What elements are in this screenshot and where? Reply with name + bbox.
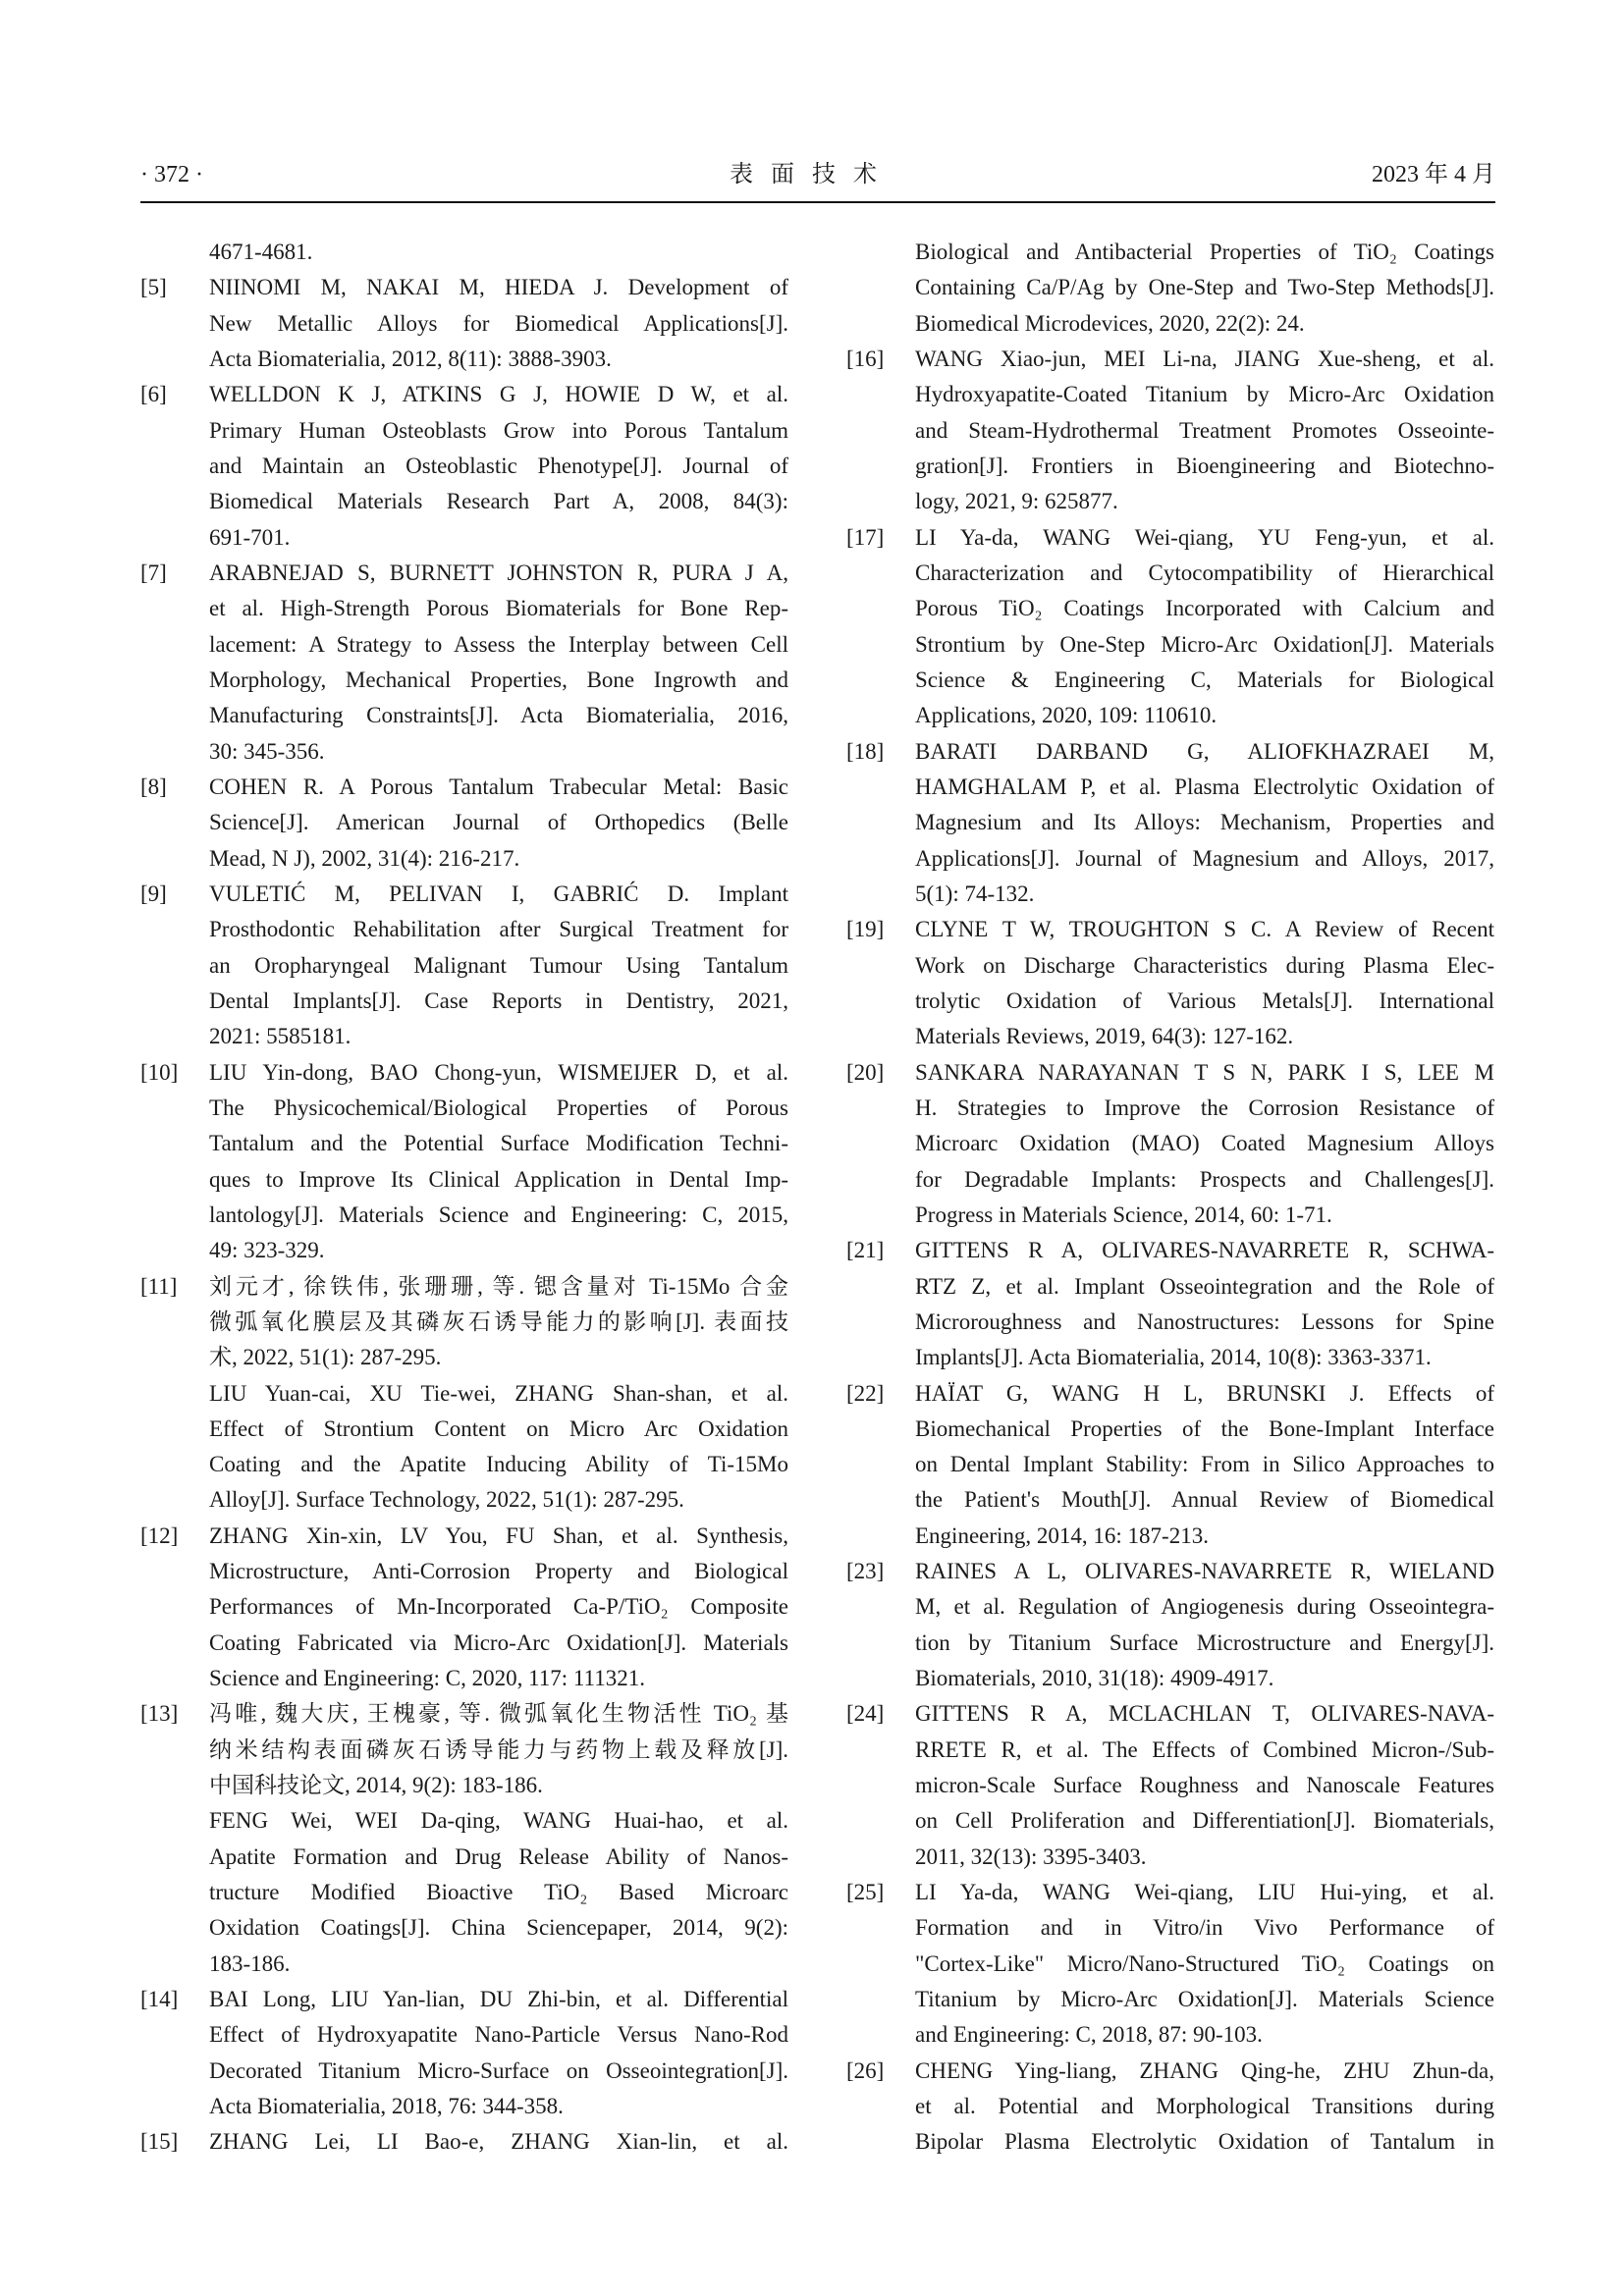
reference-continuation	[846, 235, 1563, 342]
reference-line: LI Ya-da, WANG Wei-qiang, LIU Hui-ying, et al.	[915, 1880, 1494, 1905]
reference-text	[915, 1055, 1494, 1234]
right-column-references	[846, 235, 1563, 2161]
reference-text	[915, 1696, 1494, 1875]
reference-text	[915, 734, 1494, 913]
reference-line: LI Ya-da, WANG Wei-qiang, YU Feng-yun, et al.	[915, 524, 1494, 550]
reference-line: COHEN R. A Porous Tantalum Trabecular Metal: Basic	[209, 774, 788, 799]
reference-number: [14]	[140, 1987, 179, 2012]
reference-line: for Degradable Implants: Prospects and Challenges[J].	[915, 1166, 1494, 1192]
reference-line: WANG Xiao-jun, MEI Li-na, JIANG Xue-sheng, et al.	[915, 346, 1494, 371]
reference-line: CLYNE T W, TROUGHTON S C. A Review of Recent	[915, 917, 1494, 942]
reference-line: Engineering, 2014, 16: 187-213.	[915, 1522, 1209, 1548]
reference-text	[209, 235, 788, 270]
reference-line: RTZ Z, et al. Implant Osseointegration and the Role of	[915, 1273, 1494, 1299]
reference-line: and Engineering: C, 2018, 87: 90-103.	[915, 2022, 1263, 2048]
reference-line: Biomedical Materials Research Part A, 2008, 84(3):	[209, 489, 788, 514]
reference-line: Morphology, Mechanical Properties, Bone Ingrowth and	[209, 667, 788, 692]
reference-line: tructure Modified Bioactive TiO₂ Based Microarc	[209, 1880, 788, 1905]
reference-entry	[140, 270, 857, 377]
reference-text	[209, 770, 788, 877]
reference-number: [23]	[846, 1559, 885, 1584]
reference-line: ques to Improve Its Clinical Application in Dental Imp-	[209, 1166, 788, 1192]
reference-line: 中国科技论文, 2014, 9(2): 183-186.	[209, 1773, 543, 1798]
reference-line: 冯唯, 魏大庆, 王槐豪, 等. 微弧氧化生物活性 TiO₂ 基	[209, 1701, 788, 1727]
reference-entry	[846, 912, 1563, 1054]
reference-line: an Oropharyngeal Malignant Tumour Using Tantalum	[209, 952, 788, 978]
reference-text	[915, 2054, 1494, 2161]
reference-line: The Physicochemical/Biological Properties of Porous	[209, 1095, 788, 1120]
reference-number: [11]	[140, 1273, 178, 1299]
reference-line: Containing Ca/P/Ag by One-Step and Two-Step Methods[J].	[915, 275, 1494, 300]
reference-line: Strontium by One-Step Micro-Arc Oxidation[J]. Materials	[915, 631, 1494, 657]
reference-number: [22]	[846, 1380, 885, 1406]
reference-line: NIINOMI M, NAKAI M, HIEDA J. Development of	[209, 275, 788, 300]
reference-number: [6]	[140, 382, 167, 407]
reference-line: the Patient's Mouth[J]. Annual Review of Biomedical	[915, 1487, 1494, 1513]
reference-line: Biomedical Microdevices, 2020, 22(2): 24.	[915, 310, 1305, 336]
reference-line: GITTENS R A, OLIVARES-NAVARRETE R, SCHWA-	[915, 1238, 1494, 1263]
issue-date: 2023 年 4 月	[1372, 162, 1495, 187]
reference-line: Hydroxyapatite-Coated Titanium by Micro-Arc Oxidation	[915, 382, 1494, 407]
reference-text	[209, 1269, 788, 1519]
reference-line: Science & Engineering C, Materials for Biological	[915, 667, 1494, 692]
reference-line: 691-701.	[209, 524, 291, 550]
reference-text	[209, 1519, 788, 1697]
reference-line: Applications[J]. Journal of Magnesium and Alloys, 2017,	[915, 845, 1494, 871]
reference-text	[209, 2124, 788, 2160]
reference-line: BAI Long, LIU Yan-lian, DU Zhi-bin, et al. Differential	[209, 1987, 788, 2012]
left-column-references	[140, 235, 857, 2161]
journal-title: 表面技术	[730, 162, 894, 187]
reference-line: Science[J]. American Journal of Orthopedics (Belle	[209, 810, 788, 835]
reference-entry	[140, 1982, 857, 2124]
reference-line: Effect of Hydroxyapatite Nano-Particle Versus Nano-Rod	[209, 2022, 788, 2048]
reference-line: Microstructure, Anti-Corrosion Property and Biological	[209, 1559, 788, 1584]
reference-line: 术, 2022, 51(1): 287-295.	[209, 1345, 442, 1370]
reference-text	[209, 877, 788, 1055]
reference-line: 微弧氧化膜层及其磷灰石诱导能力的影响[J]. 表面技	[209, 1308, 788, 1334]
reference-number: [12]	[140, 1522, 179, 1548]
reference-line: Performances of Mn-Incorporated Ca-P/TiO₂ Composite	[209, 1594, 788, 1620]
reference-text	[209, 270, 788, 377]
reference-continuation	[140, 235, 857, 270]
reference-text	[209, 556, 788, 770]
reference-text	[915, 520, 1494, 734]
reference-text	[209, 1696, 788, 1982]
reference-text	[915, 1875, 1494, 2054]
reference-line: RRETE R, et al. The Effects of Combined Micron-/Sub-	[915, 1736, 1494, 1762]
reference-line: ARABNEJAD S, BURNETT JOHNSTON R, PURA J A,	[209, 560, 788, 585]
reference-line: Apatite Formation and Drug Release Ability of Nanos-	[209, 1843, 788, 1869]
reference-entry	[846, 1875, 1563, 2054]
reference-entry	[140, 2124, 857, 2160]
reference-line: gration[J]. Frontiers in Bioengineering and Biotechno-	[915, 453, 1494, 478]
reference-number: [8]	[140, 774, 167, 799]
reference-entry	[846, 1055, 1563, 1234]
reference-entry	[846, 734, 1563, 913]
reference-number: [15]	[140, 2129, 179, 2155]
reference-entry	[140, 1696, 857, 1982]
reference-line: tion by Titanium Surface Microstructure and Energy[J].	[915, 1629, 1494, 1655]
reference-number: [16]	[846, 346, 885, 371]
reference-line: 183-186.	[209, 1950, 291, 1976]
reference-text	[209, 1055, 788, 1269]
reference-line: on Dental Implant Stability: From in Silico Approaches to	[915, 1452, 1494, 1477]
reference-line: Progress in Materials Science, 2014, 60: 1-71.	[915, 1201, 1332, 1227]
reference-line: Tantalum and the Potential Surface Modification Techni-	[209, 1131, 788, 1156]
reference-line: on Cell Proliferation and Differentiation[J]. Biomaterials,	[915, 1808, 1494, 1834]
reference-line: HAÏAT G, WANG H L, BRUNSKI J. Effects of	[915, 1380, 1494, 1406]
reference-line: Decorated Titanium Micro-Surface on Osseointegration[J].	[209, 2057, 788, 2083]
reference-number: [18]	[846, 738, 885, 764]
reference-line: Biological and Antibacterial Properties of TiO₂ Coatings	[915, 240, 1494, 264]
reference-line: LIU Yuan-cai, XU Tie-wei, ZHANG Shan-shan, et al.	[209, 1380, 788, 1406]
reference-line: 刘元才, 徐铁伟, 张珊珊, 等. 锶含量对 Ti-15Mo 合金	[209, 1273, 788, 1299]
reference-number: [19]	[846, 917, 885, 942]
reference-text	[915, 235, 1494, 342]
reference-number: [13]	[140, 1701, 179, 1727]
reference-entry	[846, 1376, 1563, 1555]
reference-text	[915, 1554, 1494, 1696]
reference-line: lantology[J]. Materials Science and Engineering: C, 2015,	[209, 1201, 788, 1227]
reference-line: Bipolar Plasma Electrolytic Oxidation of Tantalum in	[915, 2129, 1494, 2155]
reference-line: VULETIĆ M, PELIVAN I, GABRIĆ D. Implant	[209, 881, 788, 906]
reference-line: LIU Yin-dong, BAO Chong-yun, WISMEIJER D, et al.	[209, 1059, 788, 1085]
reference-line: "Cortex-Like" Micro/Nano-Structured TiO₂ Coatings on	[915, 1950, 1494, 1976]
reference-line: Oxidation Coatings[J]. China Sciencepaper, 2014, 9(2):	[209, 1915, 788, 1941]
reference-line: WELLDON K J, ATKINS G J, HOWIE D W, et al.	[209, 382, 788, 407]
reference-entry	[140, 556, 857, 770]
reference-text	[915, 1233, 1494, 1375]
reference-number: [10]	[140, 1059, 179, 1085]
reference-line: ZHANG Xin-xin, LV You, FU Shan, et al. Synthesis,	[209, 1522, 788, 1548]
reference-line: Magnesium and Its Alloys: Mechanism, Properties and	[915, 810, 1494, 835]
reference-line: Microarc Oxidation (MAO) Coated Magnesium Alloys	[915, 1131, 1494, 1156]
reference-entry	[846, 342, 1563, 520]
reference-line: et al. High-Strength Porous Biomaterials for Bone Rep-	[209, 596, 788, 621]
reference-line: M, et al. Regulation of Angiogenesis during Osseointegra-	[915, 1594, 1494, 1620]
reference-entry	[846, 1554, 1563, 1696]
reference-line: Manufacturing Constraints[J]. Acta Biomaterialia, 2016,	[209, 703, 788, 728]
reference-line: logy, 2021, 9: 625877.	[915, 489, 1118, 514]
reference-line: 4671-4681.	[209, 240, 313, 264]
reference-line: New Metallic Alloys for Biomedical Applications[J].	[209, 310, 788, 336]
reference-line: micron-Scale Surface Roughness and Nanoscale Features	[915, 1773, 1494, 1798]
reference-line: GITTENS R A, MCLACHLAN T, OLIVARES-NAVA-	[915, 1701, 1494, 1727]
reference-entry	[846, 1696, 1563, 1875]
reference-number: [21]	[846, 1238, 885, 1263]
reference-text	[209, 377, 788, 556]
reference-line: Titanium by Micro-Arc Oxidation[J]. Materials Science	[915, 1987, 1494, 2012]
reference-line: Coating Fabricated via Micro-Arc Oxidation[J]. Materials	[209, 1629, 788, 1655]
reference-line: trolytic Oxidation of Various Metals[J]. International	[915, 988, 1494, 1013]
reference-line: Biomechanical Properties of the Bone-Implant Interface	[915, 1415, 1494, 1441]
reference-line: Alloy[J]. Surface Technology, 2022, 51(1): 287-295.	[209, 1487, 684, 1513]
reference-line: Implants[J]. Acta Biomaterialia, 2014, 10(8): 3363-3371.	[915, 1345, 1432, 1370]
reference-line: Acta Biomaterialia, 2018, 76: 344-358.	[209, 2094, 564, 2119]
reference-line: and Maintain an Osteoblastic Phenotype[J]. Journal of	[209, 453, 788, 478]
reference-line: et al. Potential and Morphological Transitions during	[915, 2094, 1494, 2119]
reference-number: [5]	[140, 275, 167, 300]
reference-line: Effect of Strontium Content on Micro Arc Oxidation	[209, 1415, 788, 1441]
reference-line: Science and Engineering: C, 2020, 117: 111321.	[209, 1666, 645, 1691]
reference-entry	[846, 520, 1563, 734]
reference-entry	[140, 377, 857, 556]
reference-line: lacement: A Strategy to Assess the Interplay between Cell	[209, 631, 788, 657]
header-rule	[140, 201, 1495, 203]
reference-line: Materials Reviews, 2019, 64(3): 127-162.	[915, 1024, 1294, 1049]
reference-line: FENG Wei, WEI Da-qing, WANG Huai-hao, et al.	[209, 1808, 788, 1834]
reference-line: CHENG Ying-liang, ZHANG Qing-he, ZHU Zhun-da,	[915, 2057, 1494, 2083]
reference-line: 纳米结构表面磷灰石诱导能力与药物上载及释放[J].	[209, 1736, 788, 1762]
reference-line: Primary Human Osteoblasts Grow into Porous Tantalum	[209, 417, 788, 443]
reference-line: HAMGHALAM P, et al. Plasma Electrolytic Oxidation of	[915, 774, 1494, 799]
reference-number: [17]	[846, 524, 885, 550]
reference-text	[209, 1982, 788, 2124]
reference-line: Prosthodontic Rehabilitation after Surgical Treatment for	[209, 917, 788, 942]
reference-line: 49: 323-329.	[209, 1238, 325, 1263]
reference-line: Porous TiO₂ Coatings Incorporated with Calcium and	[915, 596, 1494, 621]
reference-entry	[140, 1269, 857, 1519]
reference-number: [20]	[846, 1059, 885, 1085]
reference-line: Mead, N J), 2002, 31(4): 216-217.	[209, 845, 520, 871]
reference-line: 2011, 32(13): 3395-3403.	[915, 1843, 1147, 1869]
reference-line: ZHANG Lei, LI Bao-e, ZHANG Xian-lin, et al.	[209, 2129, 788, 2155]
reference-number: [25]	[846, 1880, 885, 1905]
reference-line: Work on Discharge Characteristics during Plasma Elec-	[915, 952, 1494, 978]
reference-line: Dental Implants[J]. Case Reports in Dentistry, 2021,	[209, 988, 788, 1013]
reference-entry	[846, 1233, 1563, 1375]
reference-entry	[140, 1519, 857, 1697]
reference-line: Characterization and Cytocompatibility of Hierarchical	[915, 560, 1494, 585]
reference-line: 5(1): 74-132.	[915, 881, 1035, 906]
reference-line: BARATI DARBAND G, ALIOFKHAZRAEI M,	[915, 738, 1494, 764]
reference-line: Microroughness and Nanostructures: Lessons for Spine	[915, 1308, 1494, 1334]
reference-entry	[140, 877, 857, 1055]
reference-text	[915, 1376, 1494, 1555]
page-number: · 372 ·	[140, 162, 203, 187]
reference-entry	[140, 1055, 857, 1269]
reference-number: [9]	[140, 881, 167, 906]
reference-line: Applications, 2020, 109: 110610.	[915, 703, 1218, 728]
reference-line: 30: 345-356.	[209, 738, 325, 764]
reference-line: Acta Biomaterialia, 2012, 8(11): 3888-3903.	[209, 346, 612, 371]
reference-entry	[846, 2054, 1563, 2161]
reference-line: SANKARA NARAYANAN T S N, PARK I S, LEE M	[915, 1059, 1494, 1085]
reference-line: Biomaterials, 2010, 31(18): 4909-4917.	[915, 1666, 1274, 1691]
reference-line: 2021: 5585181.	[209, 1024, 352, 1049]
reference-number: [24]	[846, 1701, 885, 1727]
reference-text	[915, 912, 1494, 1054]
reference-number: [7]	[140, 560, 167, 585]
reference-line: Coating and the Apatite Inducing Ability of Ti-15Mo	[209, 1452, 788, 1477]
reference-line: Formation and in Vitro/in Vivo Performance of	[915, 1915, 1494, 1941]
reference-number: [26]	[846, 2057, 885, 2083]
reference-line: and Steam-Hydrothermal Treatment Promotes Osseointe-	[915, 417, 1494, 443]
reference-text	[915, 342, 1494, 520]
reference-entry	[140, 770, 857, 877]
reference-line: RAINES A L, OLIVARES-NAVARRETE R, WIELAND	[915, 1559, 1494, 1584]
reference-line: H. Strategies to Improve the Corrosion Resistance of	[915, 1095, 1494, 1120]
